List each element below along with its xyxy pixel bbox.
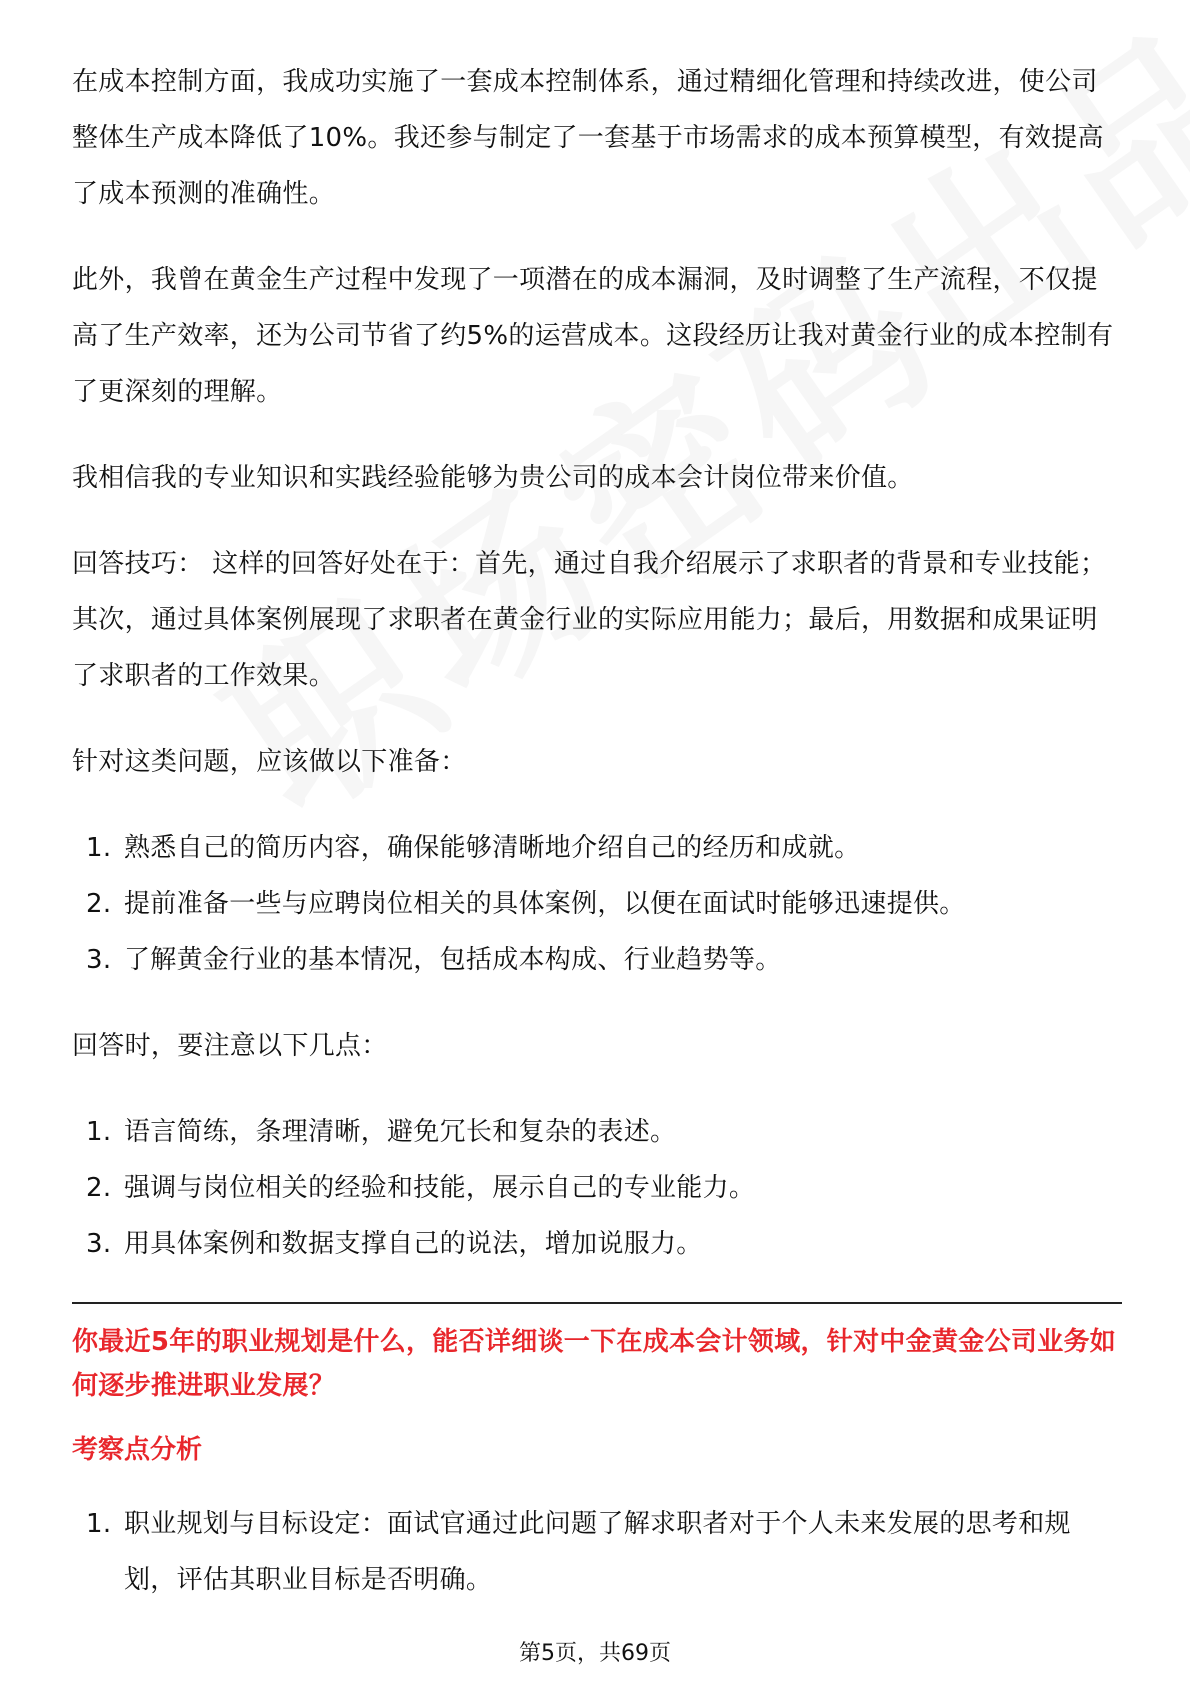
paragraph-cost-control: 在成本控制方面，我成功实施了一套成本控制体系，通过精细化管理和持续改进，使公司整体生产成本降低了10%。我还参与制定了一套基于市场需求的成本预算模型，有效提高了成本预测的准确性。 — [72, 67, 1104, 209]
list-number: 3. — [86, 1229, 112, 1259]
list-item — [72, 1104, 1122, 1160]
list-text: 了解黄金行业的基本情况，包括成本构成、行业趋势等。 — [124, 945, 782, 975]
list-item — [72, 1216, 1122, 1272]
section-divider — [72, 1302, 1122, 1304]
list-text: 熟悉自己的简历内容，确保能够清晰地介绍自己的经历和成就。 — [124, 833, 861, 863]
list-number: 3. — [86, 945, 112, 975]
list-item — [72, 1496, 1122, 1608]
list-item — [72, 820, 1122, 876]
notes-list — [72, 1104, 1122, 1272]
list-number: 1. — [86, 833, 112, 863]
content — [72, 54, 1122, 1638]
list-number: 2. — [86, 1173, 112, 1203]
list-text: 提前准备一些与应聘岗位相关的具体案例，以便在面试时能够迅速提供。 — [124, 889, 966, 919]
list-number: 2. — [86, 889, 112, 919]
page-number: 第5页，共69页 — [519, 1641, 671, 1666]
list-number: 1. — [86, 1509, 112, 1539]
paragraph-answer-tips: 回答技巧： 这样的回答好处在于：首先，通过自我介绍展示了求职者的背景和专业技能；其次，通过具体案例展现了求职者在黄金行业的实际应用能力；最后，用数据和成果证明了求职者的工作效果。 — [72, 549, 1107, 691]
prep-intro: 针对这类问题，应该做以下准备： — [72, 747, 467, 777]
prep-list — [72, 820, 1122, 988]
paragraph-gold-experience: 此外，我曾在黄金生产过程中发现了一项潜在的成本漏洞，及时调整了生产流程，不仅提高了生产效率，还为公司节省了约5%的运营成本。这段经历让我对黄金行业的成本控制有了更深刻的理解。 — [72, 265, 1114, 407]
list-text: 职业规划与目标设定：面试官通过此问题了解求职者对于个人未来发展的思考和规划，评估其职业目标是否明确。 — [124, 1509, 1071, 1595]
analysis-list — [72, 1496, 1122, 1608]
notes-intro: 回答时，要注意以下几点： — [72, 1031, 388, 1061]
list-text: 用具体案例和数据支撑自己的说法，增加说服力。 — [124, 1229, 703, 1259]
list-item — [72, 1160, 1122, 1216]
list-number: 1. — [86, 1117, 112, 1147]
list-text: 语言简练，条理清晰，避免冗长和复杂的表述。 — [124, 1117, 677, 1147]
paragraph-value: 我相信我的专业知识和实践经验能够为贵公司的成本会计岗位带来价值。 — [72, 463, 914, 493]
question-heading: 你最近5年的职业规划是什么，能否详细谈一下在成本会计领域，针对中金黄金公司业务如何逐步推进职业发展？ — [72, 1327, 1117, 1401]
list-item — [72, 876, 1122, 932]
list-item — [72, 932, 1122, 988]
list-text: 强调与岗位相关的经验和技能，展示自己的专业能力。 — [124, 1173, 756, 1203]
analysis-heading: 考察点分析 — [72, 1435, 203, 1465]
